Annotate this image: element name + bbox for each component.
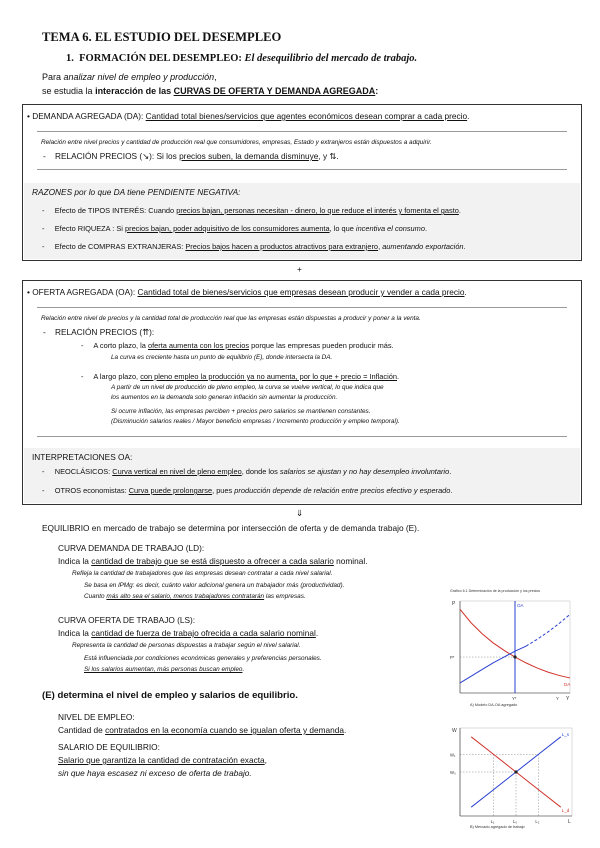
divider <box>37 436 567 437</box>
da-reasons-panel <box>24 183 580 259</box>
chart1-tick-ystar: Y* <box>512 696 517 701</box>
ls-underline: cantidad de fuerza de trabajo ofrecida a cada salario nominal <box>91 628 316 638</box>
chart2-ylabel: W <box>452 728 457 734</box>
chart2-label-ls: L_s <box>561 731 570 737</box>
page-title: TEMA 6. EL ESTUDIO DEL DESEMPLEO <box>42 30 282 44</box>
equilibrium-statement: EQUILIBRIO en mercado de trabajo se determina por intersección de oferta y de demanda trabajo (E). <box>42 523 420 533</box>
chart2-tick-w1: W₁ <box>450 752 456 758</box>
reason-underline: precios bajan, personas necesitan - dinero, lo que reduce el interés y fomenta el gasto <box>176 206 459 215</box>
oa-label: OFERTA AGREGADA (OA): <box>32 287 136 297</box>
short-b: porque las empresas pueden producir más. <box>251 341 394 350</box>
intro-analizar: analizar nivel de empleo y producción <box>63 72 215 82</box>
oa-long-note-1: A partir de un nivel de producción de pleno empleo, la curva se vuelve vertical, lo que indica que <box>111 384 384 391</box>
divider <box>37 131 567 132</box>
da-reasons-title: RAZONES por lo que DA tiene PENDIENTE NEGATIVA: <box>32 187 241 197</box>
oa-dot: . <box>464 287 467 297</box>
short-a: A corto plazo, la <box>93 341 146 350</box>
chart1-xlabel: Y <box>566 696 570 702</box>
interp-dash: - <box>42 467 45 476</box>
interp-neoclassic <box>42 467 451 476</box>
chart1-label-oa: OA <box>517 603 524 608</box>
ld-definition <box>58 556 368 566</box>
ls-n3b: . <box>242 666 245 673</box>
da-dot: . <box>467 111 470 121</box>
da-bullet: • <box>27 111 30 121</box>
reason-wealth <box>42 224 427 233</box>
nivel-definition <box>58 725 346 735</box>
reason-label: Efecto RIQUEZA : Si <box>54 224 123 233</box>
ls-note-2: Está influenciada por condiciones económicas generales y preferencias personales. <box>84 655 322 662</box>
interp-others <box>42 486 452 495</box>
chart2-equilibrium-point <box>514 770 517 773</box>
interp-label: NEOCLÁSICOS: <box>54 467 111 476</box>
oa-long-run <box>81 372 399 381</box>
interp-underline: Curva puede prolongarse <box>128 486 213 495</box>
oa-def: Cantidad total de bienes/servicios que empresas desean producir y vender a cada precio <box>137 287 465 297</box>
oa-definition <box>27 287 467 297</box>
interp-italic: salarios se ajustan y no hay desempleo involuntario <box>279 467 450 476</box>
chart1-ylabel: P <box>452 601 456 607</box>
salario-line-2: sin que haya escasez ni exceso de oferta de trabajo. <box>58 768 252 778</box>
ls-definition <box>58 628 318 638</box>
short-underline: oferta aumenta con los precios <box>147 341 250 350</box>
ld-n3-underline: más alto sea el salario, menos trabajadores contratarán <box>106 593 265 600</box>
reason-end: . <box>458 206 461 215</box>
reason-mid: , <box>378 242 381 251</box>
oa-interpretations-panel <box>24 448 580 503</box>
interp-underline: Curva vertical en nivel de pleno empleo <box>112 467 242 476</box>
interp-mid: , pues <box>212 486 233 495</box>
demanda-agregada-box <box>22 104 582 261</box>
ld-note-1: Refleja la cantidad de trabajadores que las empresas desean contratar a cada nivel salarial. <box>72 570 333 577</box>
oferta-agregada-box <box>22 280 582 505</box>
oa-note: Relación entre nivel de precios y la cantidad total de producción real que las empresas están dispuestas a producir y poner a la venta. <box>41 315 421 322</box>
chart2-caption: B) Mercado agregado de trabajo <box>470 825 525 829</box>
da-relacion <box>43 151 339 161</box>
equilibrium-determines: (E) determina el nivel de empleo y salarios de equilibrio. <box>42 690 298 701</box>
salario-title: SALARIO DE EQUILIBRIO: <box>58 742 160 752</box>
chart2-xlabel: L <box>568 819 571 825</box>
intro-line-2 <box>42 86 378 96</box>
ld-underline: cantidad de trabajo que se está dispuesto a ofrecer a cada salario <box>91 556 334 566</box>
intro-line2b: interacción de las <box>95 86 172 96</box>
long-dash: - <box>81 372 84 381</box>
salario-underline: Salario que garantiza la cantidad de contratación exacta <box>58 755 265 765</box>
reason-underline: precios bajan, poder adquisitivo de los consumidores aumenta <box>125 224 330 233</box>
reason-interest <box>42 206 461 215</box>
da-label: DEMANDA AGREGADA (DA): <box>32 111 144 121</box>
oa-bullet: • <box>27 287 30 297</box>
oa-long-note-4: (Disminución salarios reales / Mayor beneficio empresas / Incremento producción y empleo temporal). <box>111 418 400 425</box>
interp-end: . <box>449 467 452 476</box>
ls-note-1: Representa la cantidad de personas dispuestas a trabajar según el nivel salarial. <box>72 642 301 649</box>
interp-mid: , donde los <box>241 467 278 476</box>
interp-italic: producción depende de relación entre precios efectivo y esperado <box>234 486 451 495</box>
ld-note-2: Se basa en lPMg: es decir, cuánto valor adicional genera un trabajador más (productividad). <box>84 582 345 589</box>
oa-long-note-2: los aumentos en la demanda solo generan inflación sin aumentar la producción. <box>111 394 338 401</box>
salario-definition <box>58 755 267 765</box>
chart1-tick-p: P* <box>450 655 455 661</box>
chart1-title: Gráfico 6.1 Determinación de la producción y los precios <box>450 589 541 593</box>
long-underline: con pleno empleo la producción ya no aumenta, por lo que + precio = Inflación <box>140 372 397 381</box>
chart2-tick-l0: L₀ <box>513 819 518 824</box>
divider <box>37 169 567 170</box>
section-label: FORMACIÓN DEL DESEMPLEO: <box>79 53 242 64</box>
long-b: . <box>396 372 400 381</box>
ls-n3-underline: Si los salarios aumentan, más personas buscan empleo <box>84 666 243 673</box>
salario-b: , <box>264 755 267 765</box>
reason-underline: Precios bajos hacen a productos atractivos para extranjero <box>185 242 379 251</box>
da-note: Relación entre nivel precios y cantidad de producción real que consumidores, empresas, Estado y extranjeros están dispuestos a adquirir. <box>41 139 432 146</box>
da-def: Cantidad total bienes/servicios que agentes económicos desean comprar a cada precio <box>145 111 468 121</box>
reason-label: Efecto de COMPRAS EXTRANJERAS: <box>54 242 184 251</box>
reason-end: . <box>424 224 428 233</box>
oa-short-note: La curva es creciente hasta un punto de equilibrio (E), donde intersecta la DA. <box>111 354 333 361</box>
interp-end: . <box>450 486 453 495</box>
chart2-tick-l2: L₂ <box>535 819 540 824</box>
reason-mid: , lo que <box>329 224 354 233</box>
oa-short-run <box>81 341 394 350</box>
ld-a: Indica la <box>58 556 89 566</box>
nivel-title: NIVEL DE EMPLEO: <box>58 712 135 722</box>
ls-b: . <box>315 628 319 638</box>
ls-a: Indica la <box>58 628 89 638</box>
chart2-tick-w0: W₀ <box>450 770 456 775</box>
nivel-b: . <box>344 725 347 735</box>
intro-line-1 <box>42 72 217 82</box>
da-rel-label: RELACIÓN PRECIOS (↘): Si los <box>55 151 177 161</box>
divider <box>37 307 567 308</box>
chart1-label-da: DA <box>564 681 571 687</box>
reason-italic: aumentando exportación <box>382 242 464 251</box>
da-rel-end: , y ⇅. <box>318 151 339 161</box>
ld-n3b: las empresas. <box>265 593 306 600</box>
chart1-caption: A) Modelo DA-OA agregado <box>470 703 518 707</box>
chart-da-oa <box>440 585 580 710</box>
da-definition <box>27 111 469 121</box>
reason-foreign <box>42 242 466 251</box>
short-dash: - <box>81 341 84 350</box>
oa-rel-dash: - <box>43 327 46 337</box>
nivel-underline: contratados en la economía cuando se igualan oferta y demanda <box>105 725 344 735</box>
chart1-tick-y: Y <box>556 696 559 701</box>
da-rel-dash: - <box>43 151 46 161</box>
intro-comma: , <box>214 72 217 82</box>
reason-label: Efecto de TIPOS INTERÉS: Cuando <box>54 206 175 215</box>
section-number: 1. <box>66 53 74 64</box>
ls-title: CURVA OFERTA DE TRABAJO (LS): <box>58 615 196 625</box>
chart-labour-market <box>440 720 580 832</box>
ld-note-3 <box>84 593 306 600</box>
chart2-tick-l1: L₁ <box>490 819 495 824</box>
nivel-a: Cantidad de <box>58 725 103 735</box>
ls-note-3 <box>84 666 244 673</box>
section-subtitle: El desequilibrio del mercado de trabajo. <box>244 53 418 64</box>
reason-dash: - <box>42 242 45 251</box>
reason-italic: incentiva el consumo <box>355 224 425 233</box>
intro-curves: CURVAS DE OFERTA Y DEMANDA AGREGADA <box>173 86 376 96</box>
reason-dash: - <box>42 224 45 233</box>
interp-label: OTROS economistas: <box>54 486 127 495</box>
reason-dash: - <box>42 206 45 215</box>
section-1-heading <box>66 53 417 64</box>
intro-para: Para <box>42 72 62 82</box>
oa-interp-title: INTERPRETACIONES OA: <box>32 452 133 462</box>
ld-title: CURVA DEMANDA DE TRABAJO (LD): <box>58 543 205 553</box>
oa-rel-label: RELACIÓN PRECIOS (⇈): <box>55 327 155 337</box>
intro-colon: : <box>375 86 379 96</box>
down-arrow: ⇓ <box>296 508 303 518</box>
da-rel-underline: precios suben, la demanda disminuye <box>179 151 319 161</box>
plus-sign: + <box>297 264 302 274</box>
chart1-equilibrium-point <box>513 655 516 658</box>
long-a: A largo plazo, <box>93 372 139 381</box>
intro-line2a: se estudia la <box>42 86 93 96</box>
ld-n3a: Cuanto <box>84 593 105 600</box>
ld-b: nominal. <box>336 556 368 566</box>
oa-relacion <box>43 327 154 337</box>
oa-long-note-3: Si ocurre inflación, las empresas perciben + precios pero salarios se mantienen constantes. <box>111 408 371 415</box>
interp-dash: - <box>42 486 45 495</box>
chart2-label-ld: L_d <box>561 808 570 814</box>
reason-end: . <box>463 242 466 251</box>
